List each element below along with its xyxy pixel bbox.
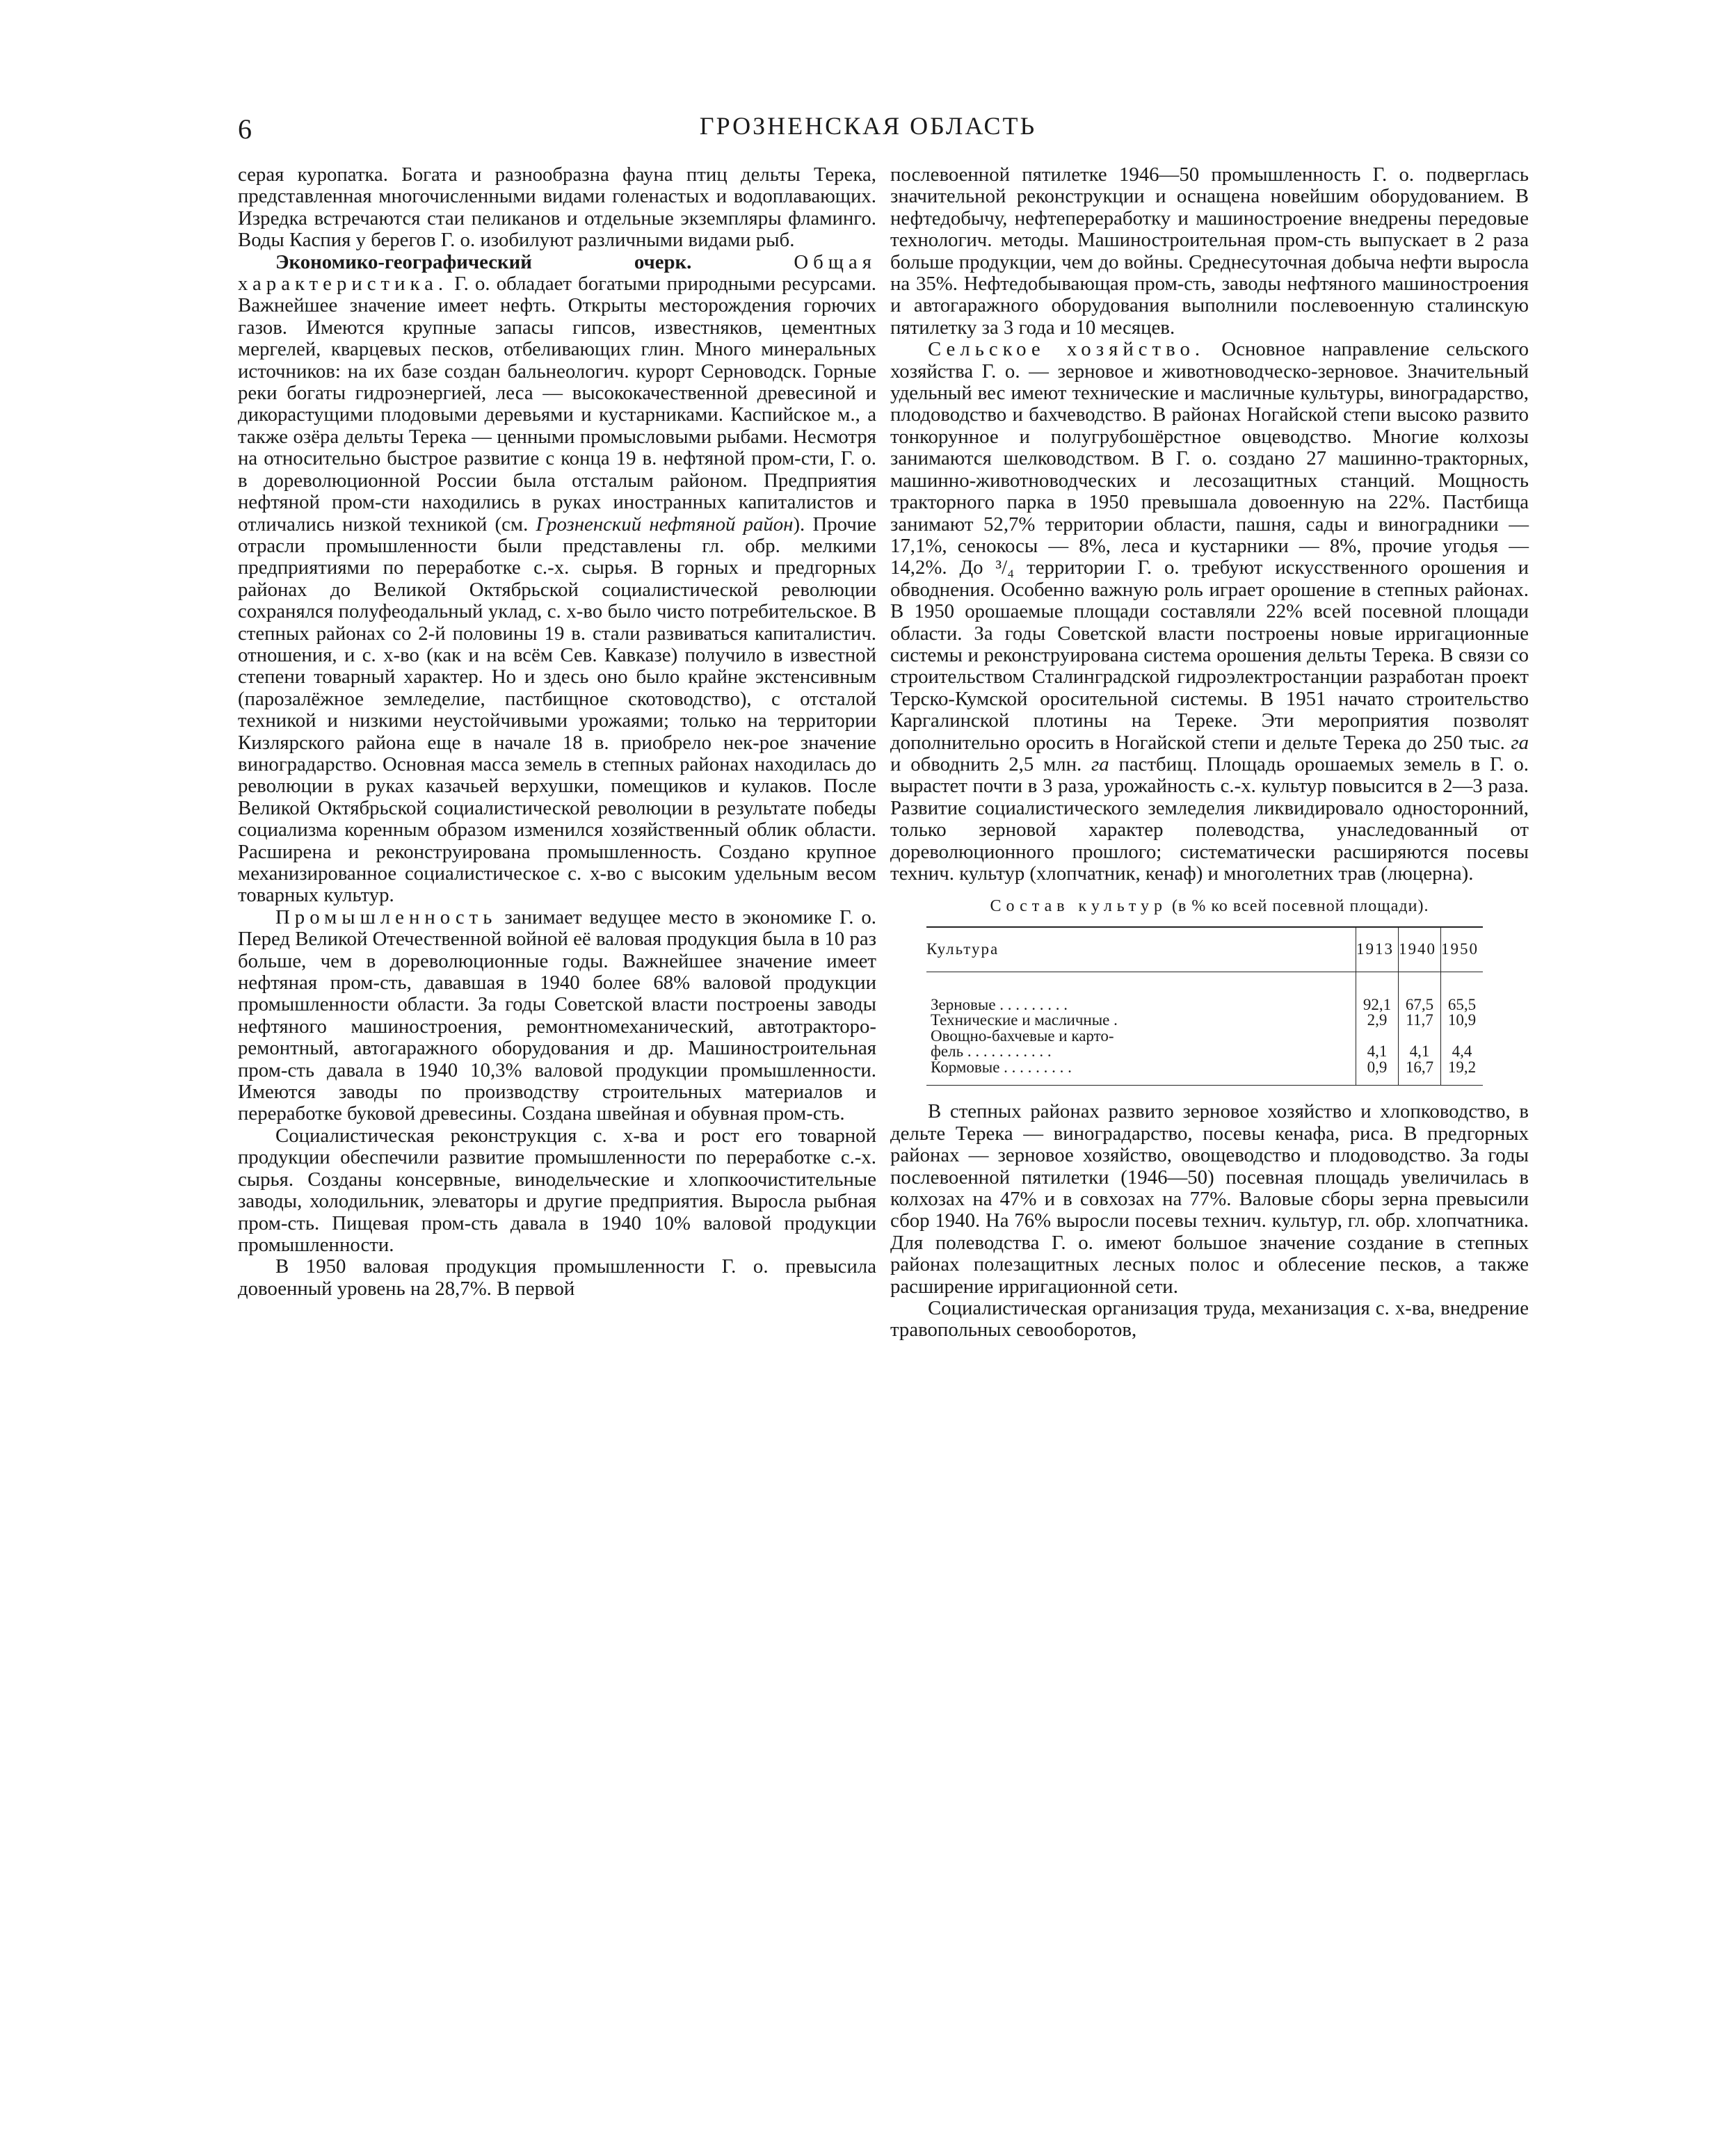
cell-1913: 0,9 bbox=[1356, 1060, 1399, 1086]
text-general: Г. о. обладает богатыми природными ресурсами. Важнейшее значение имеет нефть. Открыты месторождения горючих газов. Имеются крупные запасы гипсов, известняков, цементных мергелей, кварцевых песков, отбеливающих глин. Много минеральных источников: на их базе создан бальнеологич. курорт Серноводск. Горные реки богаты гидроэнергией, леса — высококачественной древесиной и дикорастущими плодовыми деревьями и кустарниками. Каспийское м., а также озёра дельты Терека — ценными промысловыми рыбами. Несмотря на относительно быстрое развитие с конца 19 в. нефтяной пром-сти, Г. о. в дореволюционной России была отсталым районом. Предприятия нефтяной пром-сти находились в руках иностранных капиталистов и отличались низкой техникой (см. bbox=[238, 273, 876, 536]
table-row bbox=[926, 1013, 1483, 1029]
subheading-agriculture: Сельское хозяйство. bbox=[928, 338, 1205, 361]
column-header-1913: 1913 bbox=[1356, 927, 1399, 972]
text-agriculture: Основное направление сельского хозяйства Г. о. — зерновое и животноводческо-зерновое. Значительный удельный вес имеют технические и масличные культуры, виноградарство, плодоводство и бахчеводство. В районах Ногайской степи высоко развито тонкорунное и полугрубошёрстное овцеводство. Многие колхозы занимаются шелководством. В Г. о. создано 27 машинно-тракторных, машинно-животноводческих и лесозащитных станций. Мощность тракторного парка в 1950 превышала довоенную на 22%. Пастбища занимают 52,7% территории области, пашня, сады и виноградники — 17,1%, сенокосы — 8%, леса и кустарники — 8%, прочие угодья — 14,2%. До ³/₄ территории Г. о. требуют искусственного орошения и обводнения. Особенно важную роль играет орошение в степных районах. В 1950 орошаемые площади составляли 22% всей посевной площади области. За годы Советской власти построены новые ирригационные системы и реконструирована система орошения дельты Терека. В связи со строительством Сталинградской гидроэлектростанции разработан проект Терско-Кумской оросительной системы. В 1951 начато строительство Каргалинской плотины на Тереке. Эти мероприятия позволят дополнительно оросить в Ногайской степи и дельте Терека до 250 тыс. bbox=[890, 338, 1529, 754]
table-row bbox=[926, 1044, 1483, 1060]
cell-1950: 10,9 bbox=[1441, 1013, 1484, 1029]
paragraph-economic-overview bbox=[238, 252, 876, 907]
left-column bbox=[238, 164, 876, 1300]
paragraph-regions: В степных районах развито зерновое хозяйство и хлопководство, в дельте Терека — виноградарство, посевы кенафа, риса. В предгорных районах — зерновое хозяйство, овощеводство и плодоводство. За годы послевоенной пятилетки (1946—50) посевная площадь увеличилась в колхозах на 47% и в совхозах на 77%. Валовые сборы зерна превысили сбор 1940. На 76% выросли посевы технич. культур, гл. обр. хлопчатника. Для полеводства Г. о. имеют большое значение создание в степных районах полезащитных лесных полос и облесение песков, а также расширение ирригационной сети. bbox=[890, 1100, 1529, 1298]
cell-crop: фель . . . . . . . . . . . bbox=[931, 1042, 1052, 1061]
cell-1940: 16,7 bbox=[1399, 1060, 1441, 1086]
paragraph-labor-organization: Социалистическая организация труда, механизация с. х-ва, внедрение травопольных севооборотов, bbox=[890, 1297, 1529, 1342]
text-general-tail: ). Прочие отрасли промышленности были представлены гл. обр. мелкими предприятиями по переработке с.-х. сырья. В горных и предгорных районах до Великой Октябрьской социалистической революции сохранялся полуфеодальный уклад, с. х-во было чисто потребительское. В степных районах со 2-й половины 19 в. стали развиваться капиталистич. отношения, и с. х-во (как и на всём Сев. Кавказе) получило в известной степени товарный характер. Но и здесь оно было крайне экстенсивным (парозалёжное земледелие, пастбищное скотоводство), с отсталой техникой и низкими неустойчивыми урожаями; только на территории Кизлярского района еще в начале 18 в. приобрело нек-рое значение виноградарство. Основная масса земель в степных районах находилась до революции в руках казачьей верхушки, помещиков и кулаков. После Великой Октябрьской социалистической революции в результате победы социализма коренным образом изменился хозяйственный облик области. Расширена и реконструирована промышленность. Создано крупное механизированное социалистическое с. х-во с высоким удельным весом товарных культур. bbox=[238, 513, 876, 907]
table-header-row bbox=[926, 927, 1483, 972]
cell-crop: Зерновые . . . . . . . . . bbox=[931, 995, 1068, 1013]
section-heading-economic: Экономико-географический очерк. bbox=[275, 250, 692, 273]
crops-table bbox=[926, 926, 1483, 1086]
cell-1950: 4,4 bbox=[1441, 1044, 1484, 1060]
cell-1950: 19,2 bbox=[1441, 1060, 1484, 1086]
cross-reference-link[interactable]: Грозненский нефтяной район bbox=[536, 513, 794, 536]
table-caption-title: Состав культур bbox=[990, 897, 1167, 916]
paragraph-fauna: серая куропатка. Богата и разнообразна фауна птиц дельты Терека, представленная многочисленными видами голенастых и водоплавающих. Изредка встречаются стаи пеликанов и отдельные экземпляры фламинго. Воды Каспия у берегов Г. о. изобилуют различными видами рыб. bbox=[238, 163, 876, 252]
cell-1913: 4,1 bbox=[1356, 1044, 1399, 1060]
cell-1950: 65,5 bbox=[1441, 972, 1484, 1013]
right-column bbox=[890, 164, 1529, 1342]
unit-ha: га bbox=[1511, 731, 1529, 754]
cell-1913 bbox=[1356, 1029, 1399, 1045]
table-row bbox=[926, 1060, 1483, 1086]
paragraph-1950-output: В 1950 валовая продукция промышленности Г. о. превысила довоенный уровень на 28,7%. В первой bbox=[238, 1255, 876, 1300]
column-header-1940: 1940 bbox=[1399, 927, 1441, 972]
text-industry: занимает ведущее место в экономике Г. о. Перед Великой Отечественной войной её валовая продукция была в 10 раз больше, чем в дореволюционные годы. Важнейшее значение имеет нефтяная пром-сть, дававшая в 1940 более 68% валовой продукции промышленности области. За годы Советской власти построены заводы нефтяного машиностроения, ремонтномеханический, автотрактороремонтный, автогаражного оборудования и др. Машиностроительная пром-сть давала в 1940 10,3% валовой продукции промышленности. Имеются заводы по производству строительных материалов и переработке буковой древесины. Создана швейная и обувная пром-сть. bbox=[238, 905, 876, 1125]
paragraph-agriculture bbox=[890, 339, 1529, 885]
column-header-crop: Культура bbox=[926, 927, 1356, 972]
running-title: ГРОЗНЕНСКАЯ ОБЛАСТЬ bbox=[699, 112, 1037, 140]
cell-crop: Технические и масличные . bbox=[931, 1011, 1118, 1029]
column-header-1950: 1950 bbox=[1441, 927, 1484, 972]
subheading-general: Общая характеристика. bbox=[238, 250, 876, 296]
paragraph-postwar: послевоенной пятилетке 1946—50 промышленность Г. о. подверглась значительной реконструкции и оснащена новейшим оборудованием. В нефтедобычу, нефтепереработку и машиностроение внедрены передовые технологич. методы. Машиностроительная пром-сть выпускает в 2 раза больше продукции, чем до войны. Среднесуточная добыча нефти выросла на 35%. Нефтедобывающая пром-сть, заводы нефтяного машиностроения и автогаражного оборудования выполнили послевоенную сталинскую пятилетку за 3 года и 10 месяцев. bbox=[890, 163, 1529, 339]
table-caption bbox=[890, 897, 1529, 915]
cell-crop: Кормовые . . . . . . . . . bbox=[926, 1060, 1356, 1086]
cell-1940: 4,1 bbox=[1399, 1044, 1441, 1060]
text-agriculture-tail: пастбищ. Площадь орошаемых земель в Г. о. вырастет почти в 3 раза, урожайность с.-х. культур повысится в 2—3 раза. Развитие социалистического земледелия ликвидировало односторонний, только зерновой характер полеводства, унаследованный от дореволюционного прошлого; систематически расширяются посевы технич. культур (хлопчатник, кенаф) и многолетних трав (люцерна). bbox=[890, 752, 1529, 885]
cell-1913: 92,1 bbox=[1356, 972, 1399, 1013]
table-row bbox=[926, 972, 1483, 1013]
page-number: 6 bbox=[238, 113, 252, 145]
subheading-industry: Промышленность bbox=[275, 905, 497, 928]
paragraph-reconstruction: Социалистическая реконструкция с. х-ва и рост его товарной продукции обеспечили развитие промышленности по переработке с.-х. сырья. Созданы консервные, винодельческие и хлопкоочистительные заводы, холодильник, элеваторы и другие предприятия. Выросла рыбная пром-сть. Пищевая пром-сть давала в 1940 10% валовой продукции промышленности. bbox=[238, 1124, 876, 1256]
unit-ha: га bbox=[1091, 752, 1109, 775]
cell-1950 bbox=[1441, 1029, 1484, 1045]
paragraph-industry bbox=[238, 907, 876, 1125]
cell-1940: 67,5 bbox=[1399, 972, 1441, 1013]
cell-crop: Овощно-бахчевые и карто- bbox=[931, 1026, 1114, 1045]
text-agriculture-mid: и обводнить 2,5 млн. bbox=[890, 752, 1092, 775]
cell-1940 bbox=[1399, 1029, 1441, 1045]
cell-1940: 11,7 bbox=[1399, 1013, 1441, 1029]
table-caption-rest: (в % ко всей посевной площади). bbox=[1167, 897, 1429, 916]
table-row bbox=[926, 1029, 1483, 1045]
cell-1913: 2,9 bbox=[1356, 1013, 1399, 1029]
